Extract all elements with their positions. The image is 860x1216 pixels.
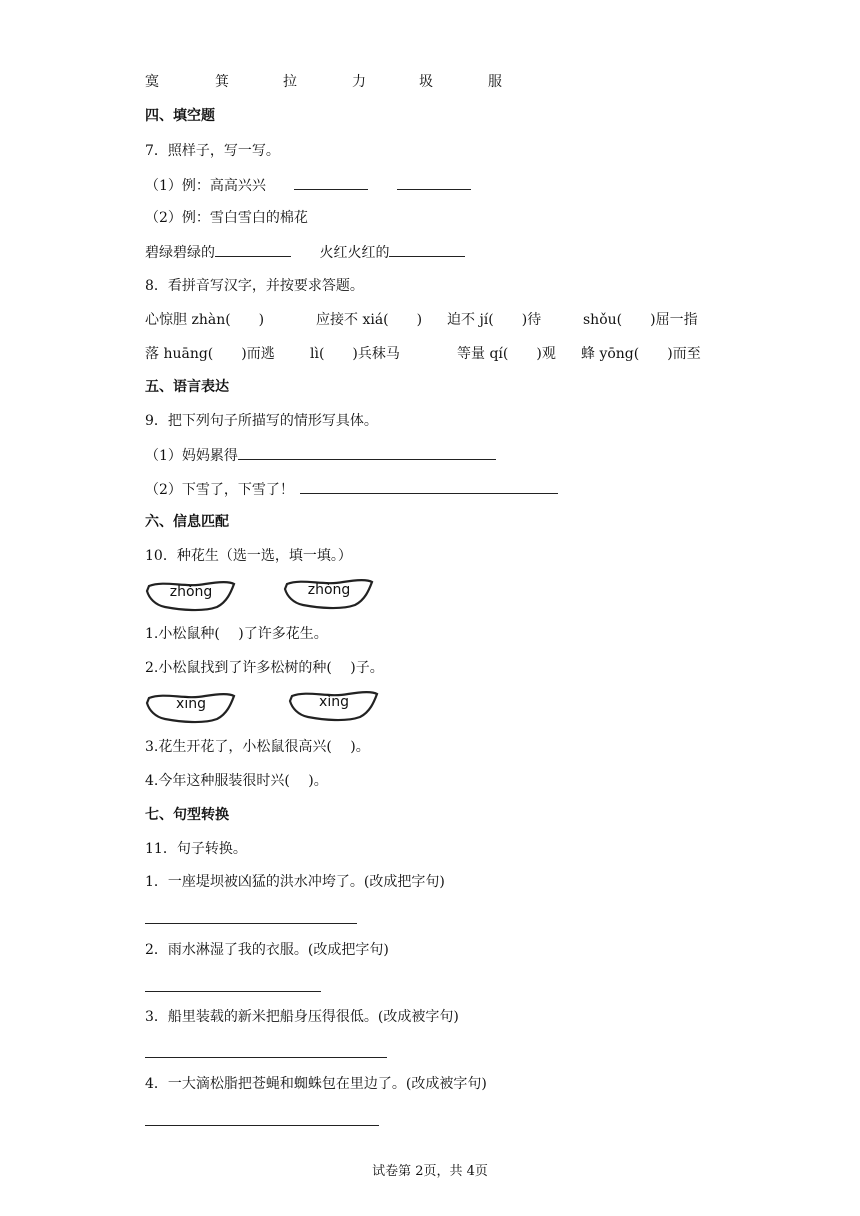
pinyin-pod-option[interactable] [145,690,237,724]
phrase-a: 碧绿碧绿的 [145,245,215,261]
question-11-item-4: 4．一大滴松脂把苍蝇和蜘蛛包在里边了。(改成被字句) [145,1076,487,1092]
question-7-example-row [145,242,465,263]
pinyin-pod-option[interactable] [283,576,375,610]
question-10-stem: 10．种花生（选一选，填一填。） [145,548,352,564]
answer-blank[interactable] [389,242,465,257]
pinyin-pod-text: xìng [319,694,349,710]
section-title-sentence-transform: 七、句型转换 [145,807,229,823]
top-word: 寞 [145,74,159,90]
question-10-sentence-1: 1.小松鼠种( )了许多花生。 [145,626,328,642]
pinyin-pod-text: xīng [176,696,206,712]
question-10-sentence-4: 4.今年这种服装很时兴( )。 [145,773,328,789]
pinyin-pod-option[interactable] [288,688,380,722]
answer-line[interactable] [145,991,321,992]
answer-blank[interactable] [294,175,368,190]
top-word: 圾 [419,74,433,90]
pinyin-item: 蜂 yōng( )而至 [581,346,701,362]
pinyin-item: 迫不 jí( )待 [447,312,542,328]
section-title-fill-blank: 四、填空题 [145,108,215,124]
question-9-part-1-label: （1）妈妈累得 [145,448,238,464]
question-7-part-1-label: （1）例：高高兴兴 [145,178,266,194]
top-word: 箕 [215,74,229,90]
pinyin-item: 心惊胆 zhàn( ) [145,312,265,328]
question-11-item-3: 3．船里装载的新米把船身压得很低。(改成被字句) [145,1009,459,1025]
question-9-part-1 [145,445,496,466]
answer-blank[interactable] [238,445,496,460]
question-7-part-1 [145,175,471,196]
pinyin-pod-text: zhǒng [169,584,213,600]
page-footer: 试卷第 2页，共 4页 [372,1164,488,1179]
question-9-part-2-label: （2）下雪了，下雪了！ [145,482,294,498]
answer-line[interactable] [145,923,357,924]
top-word: 拉 [283,74,297,90]
top-word: 力 [352,74,366,90]
answer-blank[interactable] [397,175,471,190]
answer-line[interactable] [145,1125,379,1126]
question-11-item-1: 1．一座堤坝被凶猛的洪水冲垮了。(改成把字句) [145,874,445,890]
question-11-item-2: 2．雨水淋湿了我的衣服。(改成把字句) [145,942,389,958]
phrase-b: 火红火红的 [319,245,390,261]
answer-blank[interactable] [300,479,558,494]
answer-blank[interactable] [215,242,291,257]
pinyin-item: lì( )兵秣马 [310,346,400,362]
pinyin-item: 落 huāng( )而逃 [145,346,275,362]
question-7-part-2: （2）例：雪白雪白的棉花 [145,210,308,226]
pinyin-item: shǒu( )屈一指 [583,312,698,328]
question-8-stem: 8．看拼音写汉字，并按要求答题。 [145,278,364,294]
top-word: 服 [488,74,502,90]
question-9-part-2 [145,479,558,500]
question-10-sentence-3: 3.花生开花了，小松鼠很高兴( )。 [145,739,370,755]
pinyin-pod-option[interactable] [145,578,237,612]
answer-line[interactable] [145,1057,387,1058]
section-title-expression: 五、语言表达 [145,379,229,395]
question-7-stem: 7．照样子，写一写。 [145,143,280,159]
pinyin-item: 应接不 xiá( ) [316,312,423,328]
pinyin-pod-text: zhòng [307,582,351,598]
question-9-stem: 9．把下列句子所描写的情形写具体。 [145,413,378,429]
pinyin-item: 等量 qí( )观 [457,346,556,362]
question-10-sentence-2: 2.小松鼠找到了许多松树的种( )子。 [145,660,384,676]
section-title-matching: 六、信息匹配 [145,514,229,530]
question-11-stem: 11．句子转换。 [145,841,247,857]
